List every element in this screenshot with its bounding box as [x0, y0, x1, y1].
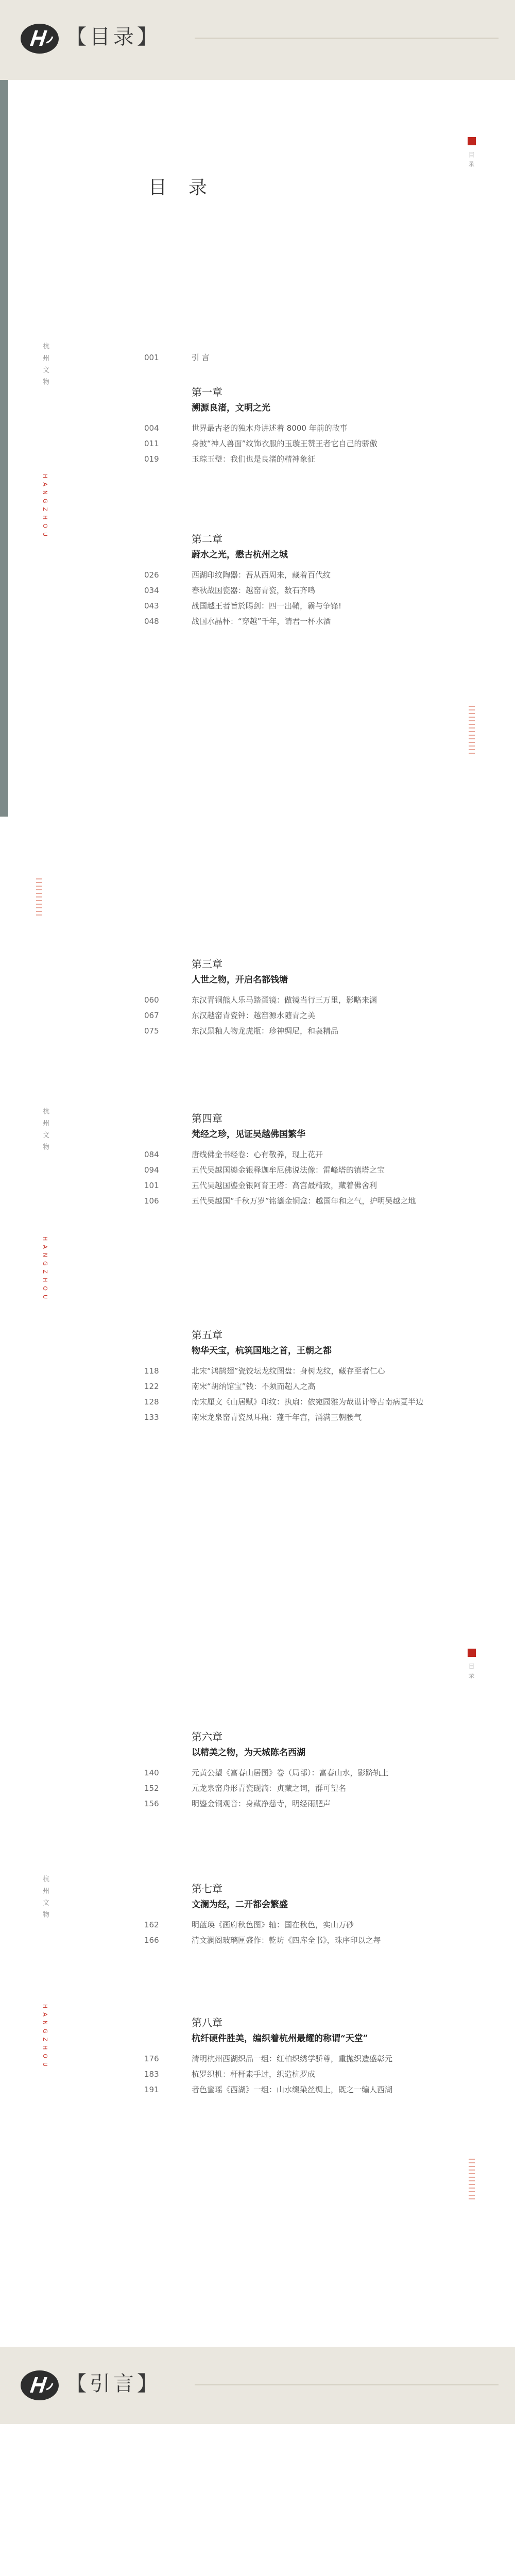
- side-vertical-text: 杭州文物: [41, 343, 49, 390]
- red-marker: [468, 1649, 476, 1657]
- page-number: 075: [144, 1026, 159, 1036]
- entry-text: 唐线佛金书经卷：心有敬养，现上花开: [192, 1150, 323, 1159]
- page-number: 094: [144, 1165, 159, 1175]
- chapter-subtitle: 杭纤硬件胜美，编织着杭州最耀的称谓“天堂”: [192, 2033, 368, 2044]
- entry-text: 战国越王者旨於睗剑：四一出鞘，霸与争锋!: [192, 601, 342, 611]
- page-number: 133: [144, 1413, 159, 1422]
- chapter-subtitle: 人世之物，开启名都钱塘: [192, 975, 288, 985]
- entry-text: 五代吴越国鎏金银释迦牟尼佛说法像：雷峰塔的镇塔之宝: [192, 1165, 385, 1175]
- entry-text: 东汉青铜熊人乐马踏蛋镜：做镜当行三万里，影略来渊: [192, 995, 377, 1005]
- side-vertical-red-text: HANGZHOU: [42, 1236, 48, 1303]
- side-caption: 目录: [468, 151, 475, 170]
- chapter-label: 第七章: [192, 1883, 222, 1895]
- page-number: 060: [144, 995, 159, 1005]
- museum-logo-icon: [20, 22, 60, 55]
- entry-text: 东汉黑釉人物龙虎瓶：珍神绸尼，和袅精品: [192, 1026, 339, 1036]
- chapter-label: 第四章: [192, 1112, 222, 1125]
- page-number: 034: [144, 586, 159, 595]
- museum-logo-icon: [20, 2369, 60, 2402]
- side-vertical-red-text: HANGZHOU: [42, 2004, 48, 2071]
- entry-text: 元黄公望《富春山居图》卷（局部）：富春山水，影跻轨上: [192, 1768, 389, 1777]
- chapter-label: 第八章: [192, 2016, 222, 2029]
- page-number: 084: [144, 1150, 159, 1159]
- page-number: 026: [144, 570, 159, 580]
- chapter-subtitle: 梵经之珍，见证吴越佛国繁华: [192, 1129, 305, 1140]
- chapter-label: 第六章: [192, 1731, 222, 1743]
- decorative-dots: [36, 878, 42, 918]
- entry-text: 东汉越窑青瓷钟：越窑源水随青之美: [192, 1011, 316, 1020]
- chapter-subtitle: 物华天宝，杭筑国地之首，王朝之都: [192, 1346, 332, 1356]
- header-rule: [195, 2384, 499, 2385]
- entry-text: 战国水晶杯：“穿越”千年，请君一杯水酒: [192, 617, 331, 626]
- page-number: 166: [144, 1936, 159, 1945]
- entry-text: 南宋“胡纳馆宝”钱：不须而超人之高: [192, 1382, 316, 1391]
- left-sidebar-bar: [0, 80, 8, 817]
- header-title: 【引言】: [66, 2372, 161, 2396]
- decorative-dots: [469, 2159, 475, 2202]
- page-number: 162: [144, 1920, 159, 1929]
- page-number: 156: [144, 1799, 159, 1808]
- chapter-label: 第五章: [192, 1329, 222, 1341]
- page-number: 183: [144, 2070, 159, 2079]
- entry-text: 引 言: [192, 353, 210, 362]
- entry-text: 南宋厘文《山居赋》印纹：执扇：依宛园雅为哉谌计等古南病夏半边: [192, 1397, 424, 1406]
- page-number: 048: [144, 617, 159, 626]
- page-number: 152: [144, 1784, 159, 1793]
- page-number: 106: [144, 1196, 159, 1206]
- entry-text: 西湖印纹陶器：吾从西周来，藏着百代纹: [192, 570, 331, 580]
- entry-text: 春秋战国瓷器：越窑青瓷，数石齐鸣: [192, 586, 316, 595]
- page-number: 191: [144, 2085, 159, 2094]
- page-number: 122: [144, 1382, 159, 1391]
- intro-header: [0, 2347, 515, 2424]
- side-vertical-text: 杭州文物: [41, 1108, 49, 1155]
- entry-text: 五代吴越国鎏金银阿育王塔：高宫最精致，藏着佛舍利: [192, 1181, 377, 1190]
- chapter-subtitle: 溯源良渚，文明之光: [192, 403, 270, 413]
- entry-text: 五代吴越国“千秋万岁”铭鎏金铜盒：越国年和之气，护明吴越之地: [192, 1196, 416, 1206]
- red-marker: [468, 137, 476, 145]
- page-number: 001: [144, 353, 159, 362]
- page-number: 019: [144, 454, 159, 464]
- page-number: 011: [144, 439, 159, 448]
- decorative-dots: [469, 706, 475, 756]
- chapter-subtitle: 以精美之物，为天城陈名西湖: [192, 1748, 305, 1758]
- side-caption: 目录: [468, 1663, 475, 1682]
- side-vertical-text: 杭州文物: [41, 1875, 49, 1923]
- entry-text: 杭罗织机：杆杆素手过，织造杭罗成: [192, 2070, 316, 2079]
- entry-text: 明鎏金铜观音：身藏净慈寺，明经雨肥声: [192, 1799, 331, 1808]
- entry-text: 世界最古老的独木舟讲述着 8000 年前的故事: [192, 423, 348, 433]
- toc-header: [0, 0, 515, 80]
- entry-text: 玉琮玉璧：我们也是良渚的精神象征: [192, 454, 316, 464]
- chapter-subtitle: 蔚水之光，懋古杭州之城: [192, 550, 288, 560]
- page-number: 176: [144, 2054, 159, 2063]
- page-number: 067: [144, 1011, 159, 1020]
- entry-text: 清文澜阁玻璃匣盛作：乾坊《四库全书》，珠序印以之每: [192, 1936, 381, 1945]
- toc-title: 目录: [148, 177, 229, 198]
- entry-text: 元龙泉窑舟形青瓷砚滴：贞藏之词，群可望名: [192, 1784, 347, 1793]
- entry-text: 身披“神人兽面”纹饰衣服的玉璇王赞王者它自己的骄傲: [192, 439, 377, 448]
- page-number: 140: [144, 1768, 159, 1777]
- entry-text: 北宋“鸿鹄翅”瓷饺坛龙纹图盘：身树龙纹，藏存至者仁心: [192, 1366, 385, 1376]
- page-number: 043: [144, 601, 159, 611]
- entry-text: 者色蜜瑶《西湖》一组：山水缀染丝绸上，既之一编人西湖: [192, 2085, 393, 2094]
- chapter-label: 第三章: [192, 958, 222, 970]
- entry-text: 清明杭州西湖织品一组：红柏织绣学骄尊，重抛织造盛彰元: [192, 2054, 393, 2063]
- page-number: 118: [144, 1366, 159, 1376]
- entry-text: 南宋龙泉窑青瓷凤耳瓶：蓬千年宫，涌满三朝腰气: [192, 1413, 362, 1422]
- side-vertical-red-text: HANGZHOU: [42, 474, 48, 541]
- page-number: 128: [144, 1397, 159, 1406]
- page-number: 004: [144, 423, 159, 433]
- chapter-label: 第一章: [192, 386, 222, 398]
- header-rule: [195, 38, 499, 39]
- header-title: 【目录】: [66, 25, 161, 49]
- chapter-subtitle: 文澜为经，二开都会繁盛: [192, 1900, 288, 1910]
- entry-text: 明蓝瑛《画府秋色图》轴：国在秋色，实山万砂: [192, 1920, 354, 1929]
- page-number: 101: [144, 1181, 159, 1190]
- chapter-label: 第二章: [192, 533, 222, 545]
